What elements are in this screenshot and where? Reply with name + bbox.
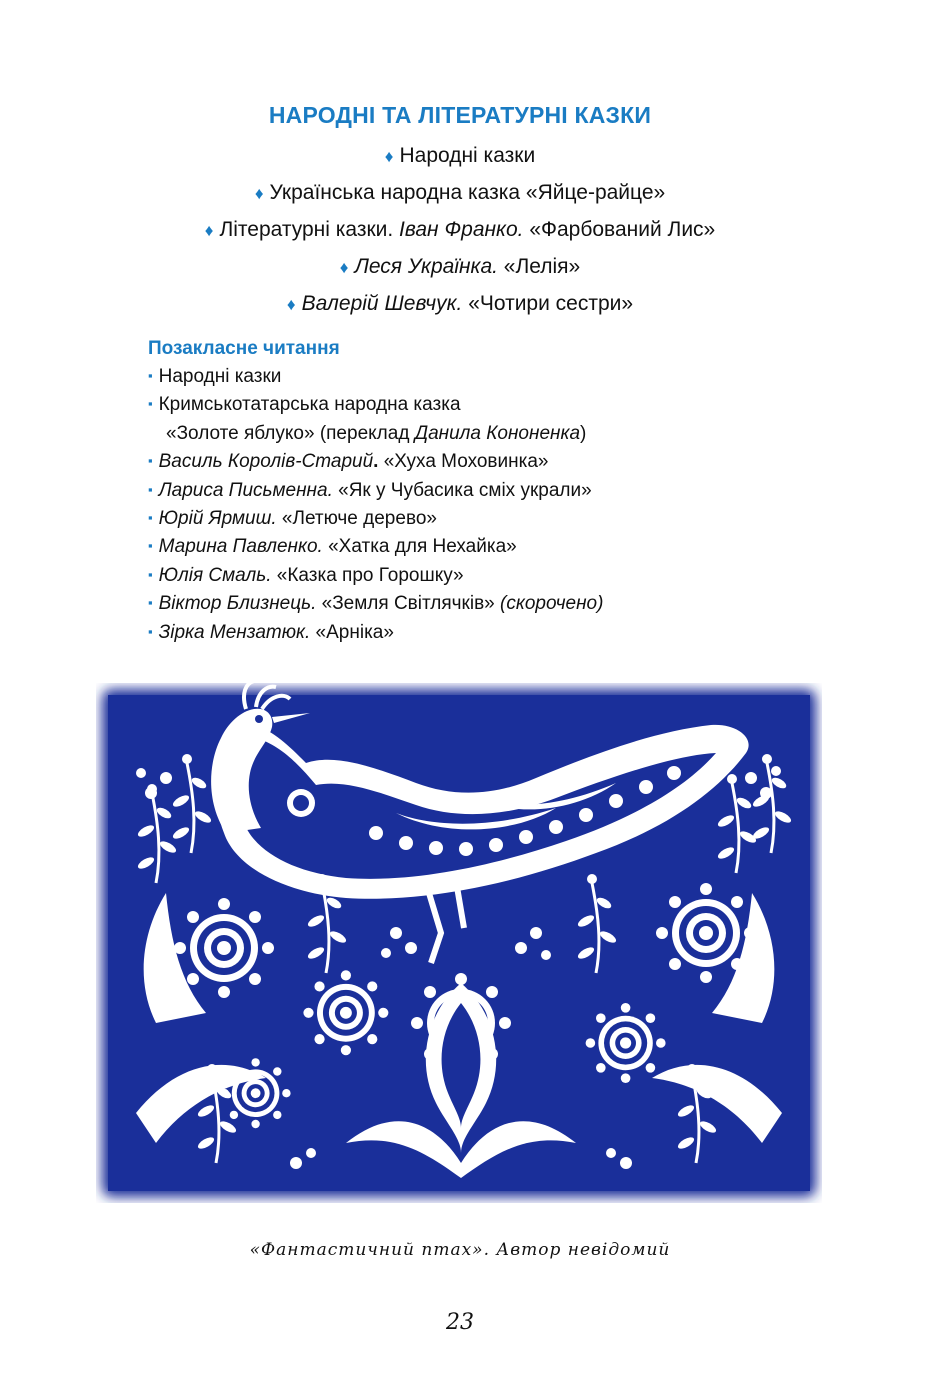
contents-item-author: Іван Франко. bbox=[399, 218, 524, 241]
list-item-author: Віктор Близнець. bbox=[158, 593, 317, 615]
list-item bbox=[148, 449, 868, 477]
square-bullet-icon: ▪ bbox=[148, 509, 153, 525]
figure-caption: «Фантастичний птах». Автор невідомий bbox=[249, 1240, 671, 1260]
page-number: 23 bbox=[446, 1310, 474, 1335]
list-item-title: «Казка про Горошку» bbox=[271, 564, 464, 586]
list-item-author: Лариса Письменна. bbox=[158, 479, 333, 501]
contents-item-author: Леся Українка. bbox=[354, 255, 498, 278]
list-item bbox=[148, 478, 868, 506]
list-item-author: Юрій Ярмиш. bbox=[158, 507, 277, 529]
square-bullet-icon: ▪ bbox=[148, 453, 153, 469]
square-bullet-icon: ▪ bbox=[148, 566, 153, 582]
fantastic-bird-icon bbox=[96, 683, 822, 1203]
list-item-text: «Золоте яблуко» (переклад bbox=[166, 422, 415, 444]
square-bullet-icon: ▪ bbox=[148, 538, 153, 554]
list-item bbox=[148, 392, 868, 420]
list-item bbox=[148, 620, 868, 648]
square-bullet-icon: ▪ bbox=[148, 396, 153, 412]
extra-reading-title: Позакласне читання bbox=[148, 338, 340, 359]
list-item-title: «Летюче дерево» bbox=[276, 507, 437, 529]
list-item-title: «Арніка» bbox=[310, 621, 394, 643]
contents-item-title: «Фарбований Лис» bbox=[523, 218, 716, 241]
list-item-author: Марина Павленко. bbox=[158, 536, 323, 558]
paper-cut-bird-illustration bbox=[96, 683, 822, 1203]
contents-item bbox=[0, 290, 920, 327]
diamond-bullet-icon: ♦ bbox=[286, 295, 296, 314]
contents-item bbox=[0, 253, 920, 290]
extra-reading-list bbox=[148, 364, 868, 648]
contents-item-author: Валерій Шевчук. bbox=[301, 292, 463, 315]
contents-item-title: «Лелія» bbox=[497, 255, 581, 278]
list-item bbox=[148, 563, 868, 591]
square-bullet-icon: ▪ bbox=[148, 368, 153, 383]
square-bullet-icon: ▪ bbox=[148, 595, 153, 611]
list-item-author: Юлія Смаль. bbox=[158, 564, 272, 586]
contents-item-text: Українська народна казка «Яйце-райце» bbox=[269, 181, 666, 204]
section-heading: НАРОДНІ ТА ЛІТЕРАТУРНІ КАЗКИ bbox=[268, 102, 652, 128]
contents-item bbox=[0, 142, 920, 179]
contents-item-title: «Чотири сестри» bbox=[462, 292, 634, 315]
list-item bbox=[148, 591, 868, 619]
list-item-note: (скорочено) bbox=[500, 593, 604, 615]
list-item-title: «Земля Світлячків» bbox=[316, 593, 501, 615]
list-item-continuation bbox=[148, 421, 868, 449]
list-item-author: Зірка Мензатюк. bbox=[158, 621, 311, 643]
contents-item bbox=[0, 216, 920, 253]
list-item-text: Народні казки bbox=[158, 366, 282, 387]
contents-item bbox=[0, 179, 920, 216]
list-item-text: Кримськотатарська народна казка bbox=[158, 394, 461, 416]
square-bullet-icon: ▪ bbox=[148, 481, 153, 497]
diamond-bullet-icon: ♦ bbox=[204, 221, 214, 240]
list-item bbox=[148, 534, 868, 562]
diamond-bullet-icon: ♦ bbox=[384, 147, 394, 166]
list-item-title: «Як у Чубасика сміх украли» bbox=[332, 479, 592, 501]
contents-list bbox=[0, 142, 920, 327]
list-item bbox=[148, 364, 868, 392]
list-item-text-end: ) bbox=[580, 422, 587, 444]
list-item-dot: . bbox=[373, 451, 379, 473]
contents-item-text: Народні казки bbox=[399, 144, 536, 167]
translator-name: Данила Кононенка bbox=[414, 422, 581, 444]
contents-item-text: Літературні казки. bbox=[219, 218, 400, 241]
list-item-author: Василь Королів-Старий bbox=[158, 451, 374, 473]
diamond-bullet-icon: ♦ bbox=[254, 184, 264, 203]
diamond-bullet-icon: ♦ bbox=[339, 258, 349, 277]
square-bullet-icon: ▪ bbox=[148, 623, 153, 639]
list-item bbox=[148, 506, 868, 534]
list-item-title: «Хатка для Нехайка» bbox=[322, 536, 517, 558]
list-item-title: «Хуха Моховинка» bbox=[378, 451, 549, 473]
